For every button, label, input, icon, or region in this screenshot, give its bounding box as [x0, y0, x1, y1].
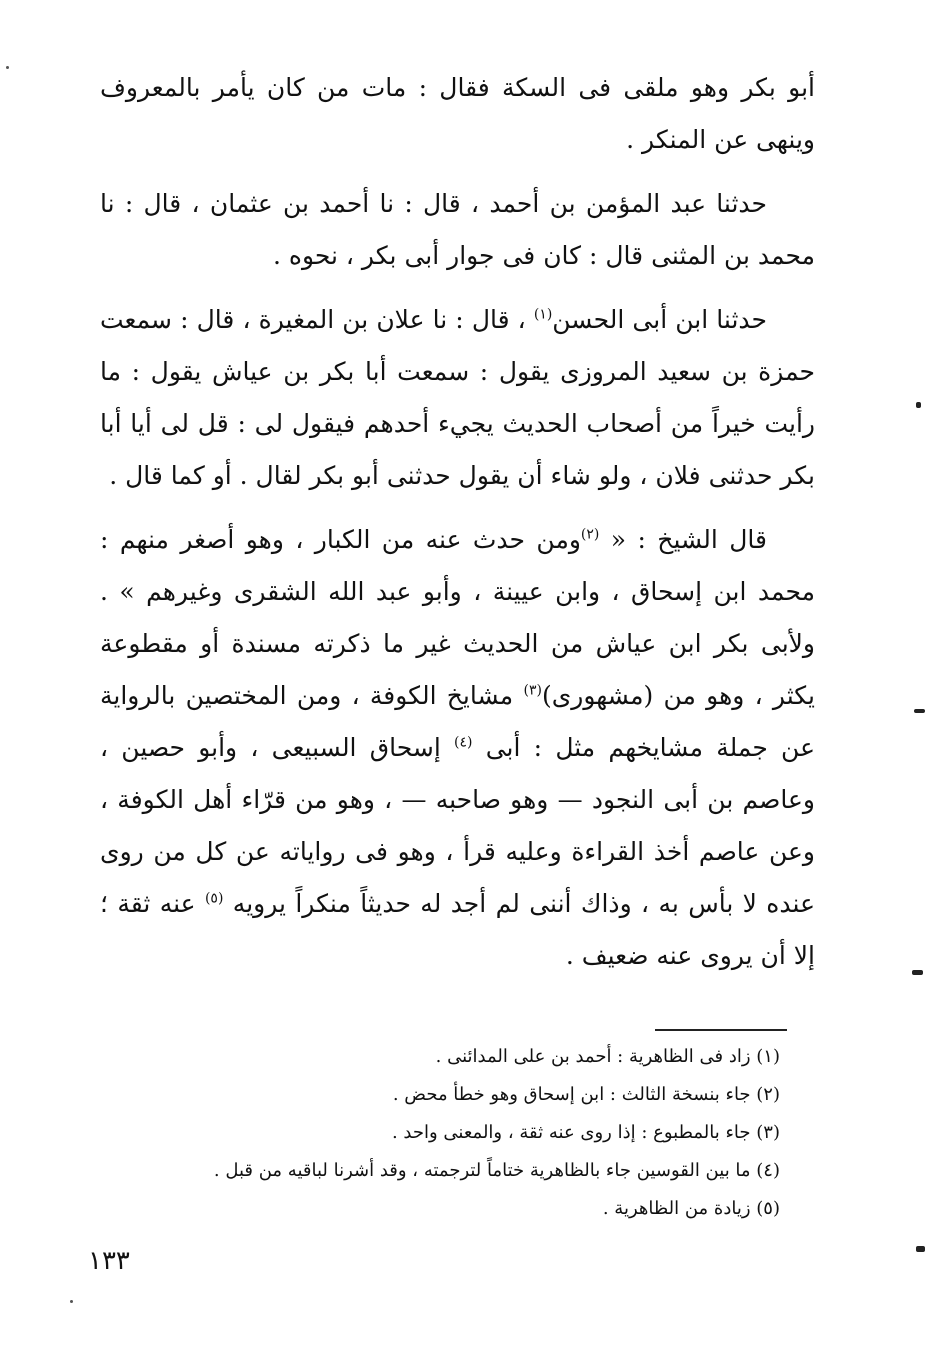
paragraph-4-text-a: قال الشيخ : « [599, 525, 767, 554]
paragraph-4-text-c: مشايخ الكوفة ، ومن المختصين بالرواية عن جملة مشايخهم مثل : أبى [100, 681, 815, 762]
paragraph-4-text-b: ومن حدث عنه من الكبار ، وهو أصغر منهم : محمد ابن إسحاق ، وابن عيينة ، وأبو عبد الله الشقرى وغيرهم » . ولأبى بكر ابن عياش من الحديث غير ما ذكرته مسندة أو مقطوعة يكثر ، وهو من (مشهورى) [100, 525, 815, 710]
footnote-ref-1: (١) [533, 306, 553, 323]
footnote-5: (٥) زيادة من الظاهرية . [602, 1198, 780, 1219]
page-number: ١٣٣ [88, 1246, 130, 1276]
margin-mark [912, 970, 923, 975]
paragraph-4-text-e: عنه ثقة ؛ إلا أن يروى عنه ضعيف . [100, 889, 815, 970]
scan-speck [6, 66, 9, 69]
footnote-1: (١) زاد فى الظاهرية : أحمد بن على المدائنى . [435, 1046, 780, 1067]
paragraph-2-text: حدثنا عبد المؤمن بن أحمد ، قال : نا أحمد بن عثمان ، قال : نا محمد بن المثنى قال : كان فى جوار أبى بكر ، نحوه . [100, 189, 815, 270]
paragraph-3-text-a: حدثنا ابن أبى الحسن [552, 305, 767, 334]
margin-mark [916, 1246, 925, 1252]
scan-speck [70, 1300, 73, 1303]
footnote-ref-3: (٣) [523, 682, 542, 699]
paragraph-3 [100, 294, 815, 502]
margin-mark [914, 709, 925, 713]
footnotes [90, 1038, 780, 1228]
paragraph-1-text: أبو بكر وهو ملقى فى السكة فقال : مات من كان يأمر بالمعروف وينهى عن المنكر . [100, 73, 815, 154]
footnote-3: (٣) جاء بالمطبوع : إذا روى عنه ثقة ، والمعنى واحد . [391, 1122, 780, 1143]
footnote-ref-5: (٥) [204, 890, 224, 907]
footnote-4: (٤) ما بين القوسين جاء بالظاهرية ختاماً لترجمته ، وقد أشرنا لباقيه من قبل . [213, 1160, 780, 1181]
main-text [100, 62, 815, 982]
paragraph-1 [100, 62, 815, 166]
margin-mark [916, 402, 921, 408]
paragraph-4 [100, 514, 815, 982]
paragraph-2 [100, 178, 815, 282]
footnote-ref-4: (٤) [454, 734, 473, 751]
paragraph-3-text-b: ، قال : نا علان بن المغيرة ، قال : سمعت حمزة بن سعيد المروزى يقول : سمعت أبا بكر بن عياش يقول : ما رأيت خيراً من أصحاب الحديث يجيء أحدهم فيقول لى : قل لى أيا أبا بكر حدثنى فلان ، ولو شاء أن يقول حدثنى أبو بكر لقال . أو كما قال . [100, 305, 815, 490]
footnote-ref-2: (٢) [580, 526, 600, 543]
footnote-separator [655, 1029, 787, 1031]
footnote-2: (٢) جاء بنسخة الثالث : ابن إسحاق وهو خطأ محض . [392, 1084, 780, 1105]
paragraph-4-text-d: إسحاق السبيعى ، وأبو حصين ، وعاصم بن أبى النجود — وهو صاحبه — ، وهو من قرّاء أهل الكوفة ، وعن عاصم أخذ القراءة وعليه قرأ ، وهو فى رواياته عن كل من روى عنده لا بأس به ، وذاك أننى لم أجد له حديثاً منكراً يرويه [100, 733, 815, 918]
